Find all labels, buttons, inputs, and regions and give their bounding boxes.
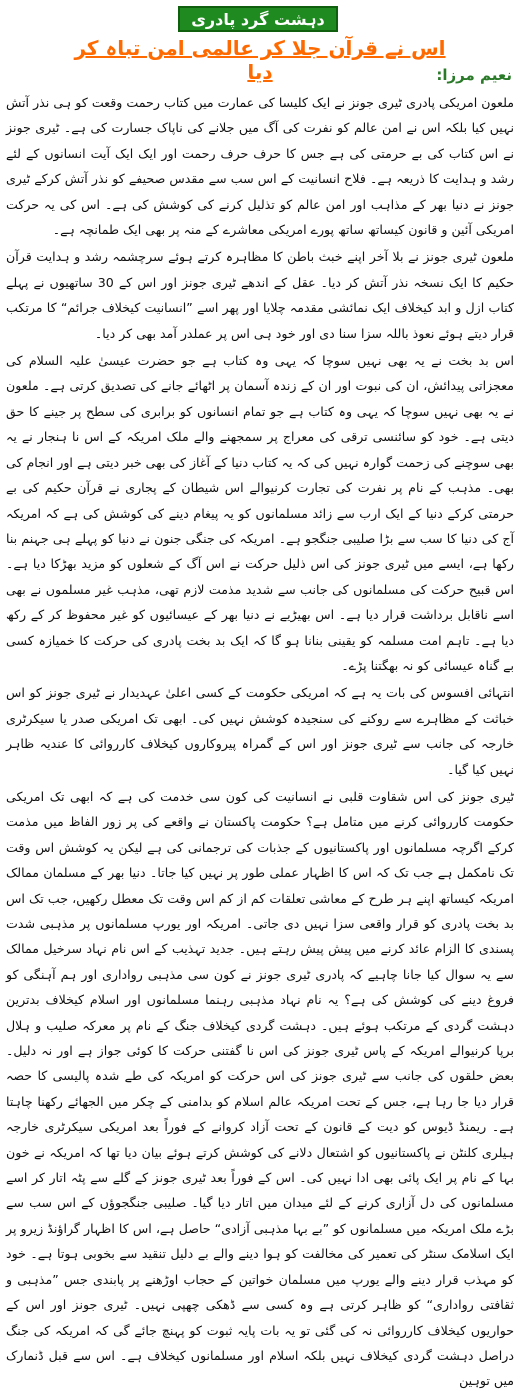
byline: نعیم مرزا: — [436, 66, 512, 84]
paragraph: انتہائی افسوس کی بات یہ ہے کہ امریکی حکومت کے کسی اعلیٰ عہدیدار نے ٹیری جونز کو اس خباثت کے مظاہرے سے روکنے کی سنجیدہ کوشش نہیں کی۔ ابھی تک امریکی صدر یا سیکرٹری خارجہ کی جانب سے ٹیری جونز اور اس کے گمراہ پیروکاروں کیخلاف کارروائی کا عندیہ ظاہر نہیں کیا گیا۔ — [6, 685, 514, 777]
paragraph: اس بد بخت نے یہ بھی نہیں سوچا کہ یہی وہ کتاب ہے جو حضرت عیسیٰ علیہ السلام کی معجزاتی پیدائش، ان کی نبوت اور ان کے زندہ آسمان پر اٹھائے جانے کی تصدیق کرتی ہے۔ ملعون نے یہ بھی نہیں سوچا کہ یہی وہ کتاب ہے جو تمام انسانوں کو برابری کی سطح پر جینے کا حق دیتی ہے۔ خود کو سائنسی ترقی کی معراج پر سمجھنے والے ملک امریکہ کے اس نا ہنجار نے یہ بھی سوچنے کی زحمت گوارہ نہیں کی کہ یہ کتاب دنیا کے آغاز کی بھی خبر دیتی ہے اور انجام کی بھی۔ مذہب کے نام پر نفرت کی تجارت کرنیوالے اس شیطان کے پجاری نے قرآن حکیم کی بے حرمتی کرکے دنیا کے ایک ارب سے زائد مسلمانوں کو یہ پیغام دینے کی کوشش کی ہے کہ امریکہ آج کی دنیا کا سب سے بڑا صلیبی جنگجو ہے۔ امریکہ کی جنگی جنون نے دنیا کو پہلے ہی جہنم بنا رکھا ہے، ایسے میں ٹیری جونز کی اس ذلیل حرکت نے اس آگ کے شعلوں کو مزید بھڑکا دیا ہے۔ اس قبیح حرکت کی مسلمانوں کی جانب سے شدید مذمت لازم تھی، مذہب غیر مسلموں نے بھی اسے ناقابل برداشت قرار دیا ہے۔ اس بھیڑیے نے دنیا بھر کے عیسائیوں کو غیر محفوظ کر کے رکھ دیا ہے۔ تاہم امت مسلمہ کو یقینی بنانا ہو گا کہ ایک بد بخت پادری کی حرکت کا خمیازہ کسی بے گناہ عیسائی کو نہ بھگتنا پڑے۔ — [6, 353, 514, 673]
section-badge — [178, 6, 338, 32]
paragraph: ملعون امریکی پادری ٹیری جونز نے ایک کلیسا کی عمارت میں کتاب رحمت وقعت کو ہی نذر آتش نہیں کیا بلکہ اس نے امن عالم کو نفرت کی آگ میں جلانے کی ناپاک جسارت کی ہے۔ ٹیری جونز نے اس کتاب کی بے حرمتی کی ہے جس کا حرف حرف رحمت اور ایک ایک آیت انسانوں کے لئے رشد و ہدایت کا ذریعہ ہے۔ فلاح انسانیت کے اس سب سے مقدس صحیفے کو نذر آتش کرکے ٹیری جونز نے دنیا بھر کے مذاہب اور امن عالم کو تذلیل کرنے کی کوشش کی ہے۔ اس کی یہ حرکت امریکی آئین و قانون کیساتھ ساتھ پورے امریکی معاشرے کے منہ پر بھی ایک طمانچہ ہے۔ — [6, 95, 514, 238]
article-body — [6, 90, 514, 1389]
section-badge-text: دہشت گرد پادری — [191, 9, 325, 29]
paragraph: ٹیری جونز کی اس شقاوت قلبی نے انسانیت کی کون سی خدمت کی ہے کہ ابھی تک امریکی حکومت کارروائی کرنے میں متامل ہے؟ حکومت پاکستان نے واقعے کی پر زور الفاظ میں مذمت کرکے اگرچہ مسلمانوں اور پاکستانیوں کے جذبات کی ترجمانی کی ہے لیکن یہ کوشش اس وقت تک نامکمل ہے جب تک کہ اس کا اظہار عملی طور پر نہیں کیا جاتا۔ دنیا بھر کے مسلمان ممالک امریکہ کیساتھ اپنے ہر طرح کے معاشی تعلقات کم از کم اس وقت تک معطل رکھیں، جب تک اس بد بخت پادری کو قرار واقعی سزا نہیں دی جاتی۔ امریکہ اور یورپ مسلمانوں پر مذہبی شدت پسندی کا الزام عائد کرنے میں پیش پیش رہتے ہیں۔ جدید تہذیب کے اس نام نہاد سرخیل ممالک سے یہ سوال کیا جانا چاہیے کہ پادری ٹیری جونز نے کون سی مذہبی رواداری اور ہم آہنگی کو فروغ دینے کی کوشش کی ہے؟ یہ نام نہاد مذہبی رہنما مسلمانوں اور اسلام کیخلاف بدترین دہشت گردی کے مرتکب ہوئے ہیں۔ دہشت گردی کیخلاف جنگ کے نام پر معرکہ صلیب و ہلال برپا کرنیوالے امریکہ کے پاس ٹیری جونز کی اس نا گفتنی حرکت کا کوئی جواز ہے اور نہ دلیل۔ بعض حلقوں کی جانب سے ٹیری جونز کی اس حرکت کو امریکہ کی طے شدہ پالیسی کا حصہ قرار دیا جا رہا ہے، جس کے تحت امریکہ عالم اسلام کو بدامنی کے چکر میں الجھائے رکھنا چاہتا ہے۔ ریمنڈ ڈیوس کو دیت کے قانون کے تحت آزاد کروانے کے فوراً بعد امریکی سیکرٹری خارجہ ہیلری کلنٹن نے پاکستانیوں کو اشتعال دلانے کی کوشش کرتے ہوئے بیان دیا تھا کہ امریکہ نے خون بہا کے نام پر ایک پائی بھی ادا نہیں کی۔ اس کے فوراً بعد ٹیری جونز کے گلے سے پٹہ اتار کر اسے مسلمانوں کی دل آزاری کرنے کے لئے میدان میں اتار دیا گیا۔ صلیبی جنگجوؤں کے اس سب سے بڑے ملک امریکہ میں مسلمانوں کو ”بے بہا مذہبی آزادی“ حاصل ہے، اس کا اظہار گراؤنڈ زیرو پر ایک اسلامک سنٹر کی تعمیر کی مخالفت کو ہوا دینے والے بے دلیل تنقید سے بخوبی ہوتا ہے۔ خود کو مہذب قرار دینے والے یورپ میں مسلمان خواتین کے حجاب اوڑھنے پر پابندی جس ”مذہبی و ثقافتی رواداری“ کو ظاہر کرتی ہے وہ کسی سے ڈھکی چھپی نہیں۔ ٹیری جونز اور اس کے حواریوں کیخلاف کارروائی نہ کی گئی تو یہ بات پایہ ثبوت کو پہنچ جائے گی کہ امریکہ کی جنگ دراصل دہشت گردی کیخلاف نہیں بلکہ اسلام اور مسلمانوں کیخلاف ہے۔ اس سے قبل ڈنمارک میں توہین — [6, 788, 514, 1389]
paragraph: ملعون ٹیری جونز نے بلا آخر اپنے خبث باطن کا مظاہرہ کرتے ہوئے سرچشمہ رشد و ہدایت قرآن حکیم کا ایک نسخہ نذر آتش کر دیا۔ عقل کے اندھے ٹیری جونز اور اس کے 30 ساتھیوں نے پہلے کتاب ازل و ابد کیخلاف ایک نمائشی مقدمہ چلایا اور پھر اسے ”انسانیت کیخلاف جرائم“ کا مرتکب قرار دیتے ہوئے نعوذ باللہ سزا سنا دی اور خود ہی اس پر عملدر آمد بھی کر دیا۔ — [6, 249, 514, 341]
headline: اس نے قرآن جلا کر عالمی امن تباہ کر دیا — [74, 36, 446, 84]
